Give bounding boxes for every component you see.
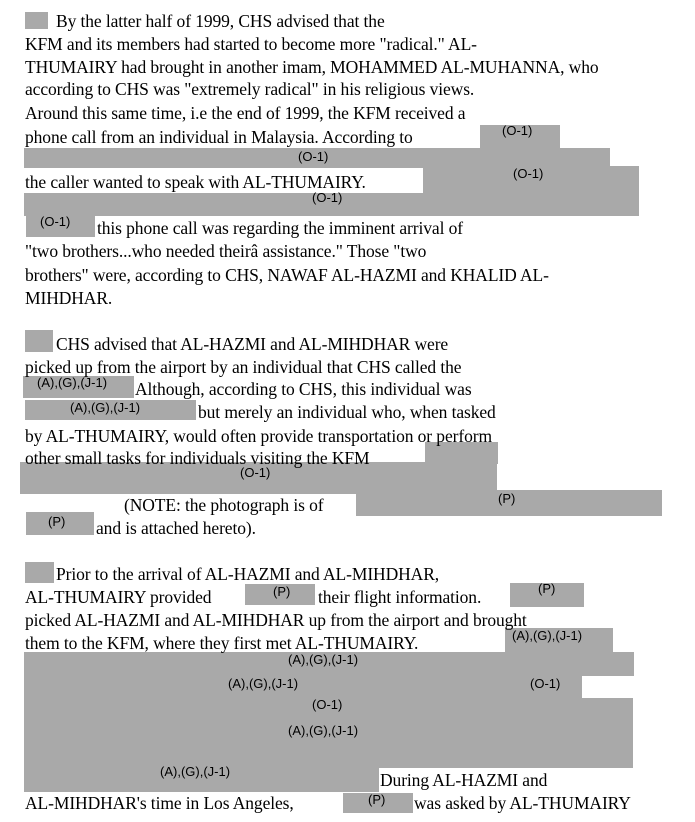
text-line: their flight information. xyxy=(318,587,482,607)
text-line: by AL-THUMAIRY, would often provide transportation or perform xyxy=(25,426,492,446)
redaction-label: (A),(G),(J-1) xyxy=(37,375,108,390)
redaction-label: (P) xyxy=(538,581,556,596)
text-line: AL-MIHDHAR's time in Los Angeles, xyxy=(25,793,294,813)
text-line: picked up from the airport by an individual that CHS called the xyxy=(25,357,462,377)
redaction-box xyxy=(25,562,54,583)
text-line: AL-THUMAIRY provided xyxy=(25,587,212,607)
text-line: (NOTE: the photograph is of xyxy=(124,495,324,515)
text-line: KFM and its members had started to become more "radical." AL- xyxy=(25,34,477,54)
redaction-label: (P) xyxy=(498,491,516,506)
redaction-label: (O-1) xyxy=(240,465,271,480)
text-line: CHS advised that AL-HAZMI and AL-MIHDHAR were xyxy=(56,334,449,354)
redaction-label: (O-1) xyxy=(502,123,533,138)
text-line: phone call from an individual in Malaysia. According to xyxy=(25,127,413,147)
redaction-label: (A),(G),(J-1) xyxy=(70,400,141,415)
text-line: but merely an individual who, when tasked xyxy=(198,402,496,422)
redaction-label: (O-1) xyxy=(40,214,71,229)
text-line: Around this same time, i.e the end of 1999, the KFM received a xyxy=(25,103,466,123)
redaction-label: (O-1) xyxy=(312,697,343,712)
text-line: By the latter half of 1999, CHS advised that the xyxy=(56,11,385,31)
redaction-label: (P) xyxy=(48,514,66,529)
text-line: THUMAIRY had brought in another imam, MOHAMMED AL-MUHANNA, who xyxy=(25,57,599,77)
redaction-label: (A),(G),(J-1) xyxy=(228,676,299,691)
redaction-box xyxy=(25,12,48,29)
redaction-label: (A),(G),(J-1) xyxy=(512,628,583,643)
text-line: Prior to the arrival of AL-HAZMI and AL-MIHDHAR, xyxy=(56,564,440,584)
text-line: picked AL-HAZMI and AL-MIHDHAR up from the airport and brought xyxy=(25,610,527,630)
redaction-label: (O-1) xyxy=(513,166,544,181)
redaction-box xyxy=(24,675,582,699)
redaction-label: (P) xyxy=(368,792,386,807)
text-line: this phone call was regarding the imminent arrival of xyxy=(97,218,463,238)
redaction-label: (O-1) xyxy=(530,676,561,691)
text-line: Although, according to CHS, this individual was xyxy=(135,379,472,399)
redaction-label: (P) xyxy=(273,584,291,599)
redaction-label: (O-1) xyxy=(298,149,329,164)
redaction-label: (O-1) xyxy=(312,190,343,205)
text-line: the caller wanted to speak with AL-THUMAIRY. xyxy=(25,172,366,192)
text-line: and is attached hereto). xyxy=(96,518,256,538)
text-line: according to CHS was "extremely radical" in his religious views. xyxy=(25,79,475,99)
redaction-label: (A),(G),(J-1) xyxy=(288,652,359,667)
redaction-label: (A),(G),(J-1) xyxy=(288,723,359,738)
text-line: them to the KFM, where they first met AL-THUMAIRY. xyxy=(25,633,419,653)
text-line: MIHDHAR. xyxy=(25,288,113,308)
text-line: other small tasks for individuals visiting the KFM xyxy=(25,448,370,468)
redaction-label: (A),(G),(J-1) xyxy=(160,764,231,779)
text-line: was asked by AL-THUMAIRY xyxy=(414,793,631,813)
text-line: During AL-HAZMI and xyxy=(380,770,548,790)
redaction-box xyxy=(25,330,53,352)
text-line: "two brothers...who needed theirâ assistance." Those "two xyxy=(25,241,427,261)
text-line: brothers" were, according to CHS, NAWAF AL-HAZMI and KHALID AL- xyxy=(25,265,549,285)
